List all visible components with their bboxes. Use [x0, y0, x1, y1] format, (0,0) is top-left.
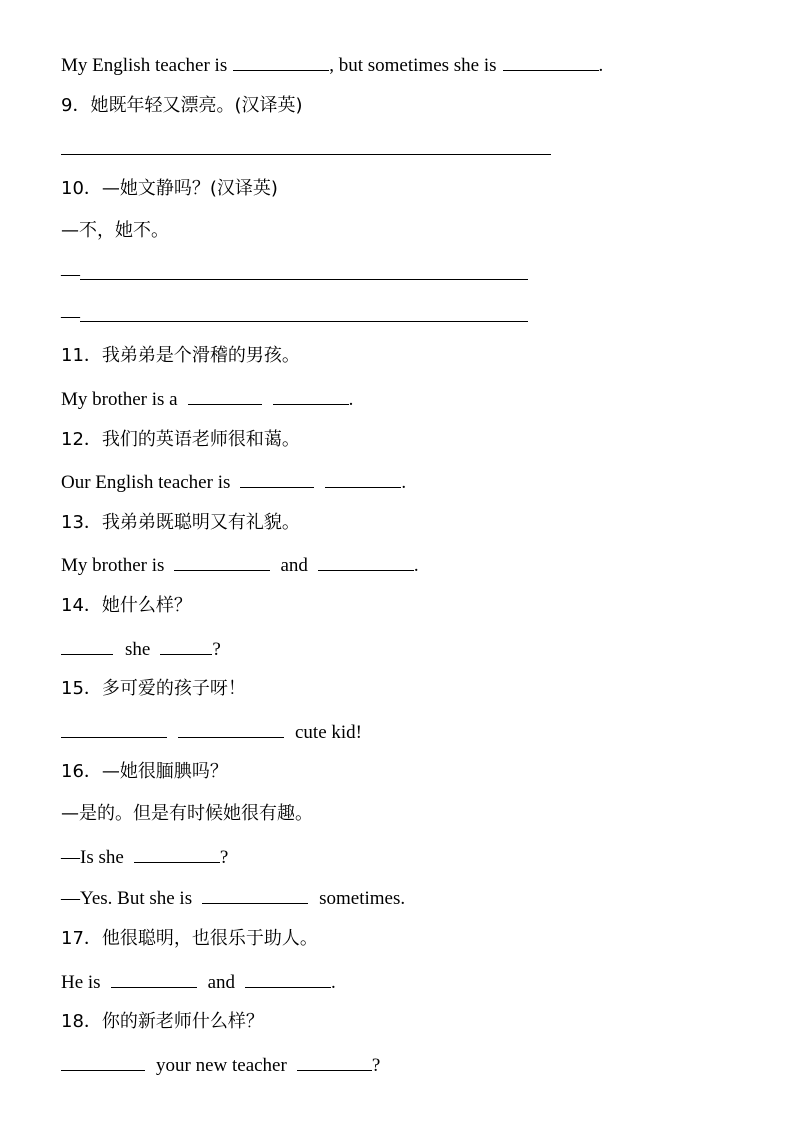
text-segment: and — [207, 972, 236, 993]
text-segment: . — [348, 389, 354, 410]
answer-blank[interactable] — [61, 719, 167, 738]
text-segment: My English teacher is — [61, 55, 228, 76]
answer-blank[interactable] — [61, 636, 113, 655]
question-15-prompt: 15．多可爱的孩子呀！ — [61, 678, 246, 699]
answer-blank[interactable] — [80, 303, 528, 322]
text-segment: cute kid! — [295, 722, 363, 743]
answer-blank[interactable] — [80, 261, 528, 280]
text-segment: —Yes. But she is — [61, 888, 193, 909]
question-18-sentence — [61, 1052, 380, 1078]
question-14-sentence — [61, 636, 221, 662]
text-segment: . — [413, 555, 419, 576]
question-9-prompt: 9．她既年轻又漂亮。(汉译英) — [61, 95, 303, 116]
question-16-sentence-1 — [61, 844, 228, 870]
answer-blank[interactable] — [503, 52, 599, 71]
dash-prefix: — — [61, 306, 80, 327]
question-10-prompt: 10．—她文静吗？(汉译英) — [61, 178, 278, 199]
text-segment: ? — [212, 639, 221, 660]
text-segment: —Is she — [61, 847, 124, 868]
dash-prefix: — — [61, 264, 80, 285]
question-13-prompt: 13．我弟弟既聪明又有礼貌。 — [61, 512, 300, 533]
text-segment: and — [280, 555, 308, 576]
answer-blank[interactable] — [202, 885, 308, 904]
answer-blank[interactable] — [61, 136, 551, 155]
question-13-sentence — [61, 552, 419, 578]
answer-blank[interactable] — [273, 386, 349, 405]
text-segment: . — [331, 972, 336, 993]
answer-blank[interactable] — [245, 969, 331, 988]
answer-blank[interactable] — [297, 1052, 372, 1071]
question-16-sentence-2 — [61, 885, 405, 911]
question-14-prompt: 14．她什么样？ — [61, 595, 192, 616]
answer-blank[interactable] — [178, 719, 284, 738]
question-16-reply: —是的。但是有时候她很有趣。 — [61, 803, 313, 824]
sentence-teacher-description — [61, 52, 603, 78]
answer-blank[interactable] — [233, 52, 329, 71]
answer-blank[interactable] — [318, 552, 414, 571]
text-segment: ? — [219, 847, 229, 868]
text-segment: ? — [371, 1055, 381, 1076]
text-segment: sometimes. — [319, 888, 406, 909]
question-11-sentence — [61, 386, 353, 412]
answer-blank[interactable] — [134, 844, 220, 863]
text-segment: He is — [61, 972, 101, 993]
text-segment: My brother is — [61, 555, 165, 576]
question-10-answer-line-1 — [61, 261, 528, 287]
text-segment: . — [401, 472, 407, 493]
question-18-prompt: 18．你的新老师什么样？ — [61, 1011, 264, 1032]
answer-blank[interactable] — [325, 469, 401, 488]
answer-blank[interactable] — [160, 636, 212, 655]
answer-blank[interactable] — [61, 1052, 145, 1071]
text-segment: . — [598, 55, 604, 76]
question-15-sentence — [61, 719, 362, 745]
question-10-reply: —不，她不。 — [61, 220, 169, 241]
question-17-sentence — [61, 969, 336, 995]
answer-blank[interactable] — [188, 386, 262, 405]
text-segment: , but sometimes she is — [329, 55, 497, 76]
question-9-answer-line[interactable] — [61, 136, 551, 162]
question-12-sentence — [61, 469, 406, 495]
question-12-prompt: 12．我们的英语老师很和蔼。 — [61, 429, 300, 450]
answer-blank[interactable] — [111, 969, 197, 988]
question-16-prompt: 16．—她很腼腆吗？ — [61, 761, 228, 782]
text-segment: My brother is a — [61, 389, 178, 410]
answer-blank[interactable] — [174, 552, 270, 571]
text-segment: your new teacher — [156, 1055, 287, 1076]
question-17-prompt: 17．他很聪明，也很乐于助人。 — [61, 928, 318, 949]
text-segment: she — [125, 639, 151, 660]
answer-blank[interactable] — [240, 469, 314, 488]
question-11-prompt: 11．我弟弟是个滑稽的男孩。 — [61, 345, 300, 366]
question-10-answer-line-2 — [61, 303, 528, 329]
text-segment: Our English teacher is — [61, 472, 231, 493]
